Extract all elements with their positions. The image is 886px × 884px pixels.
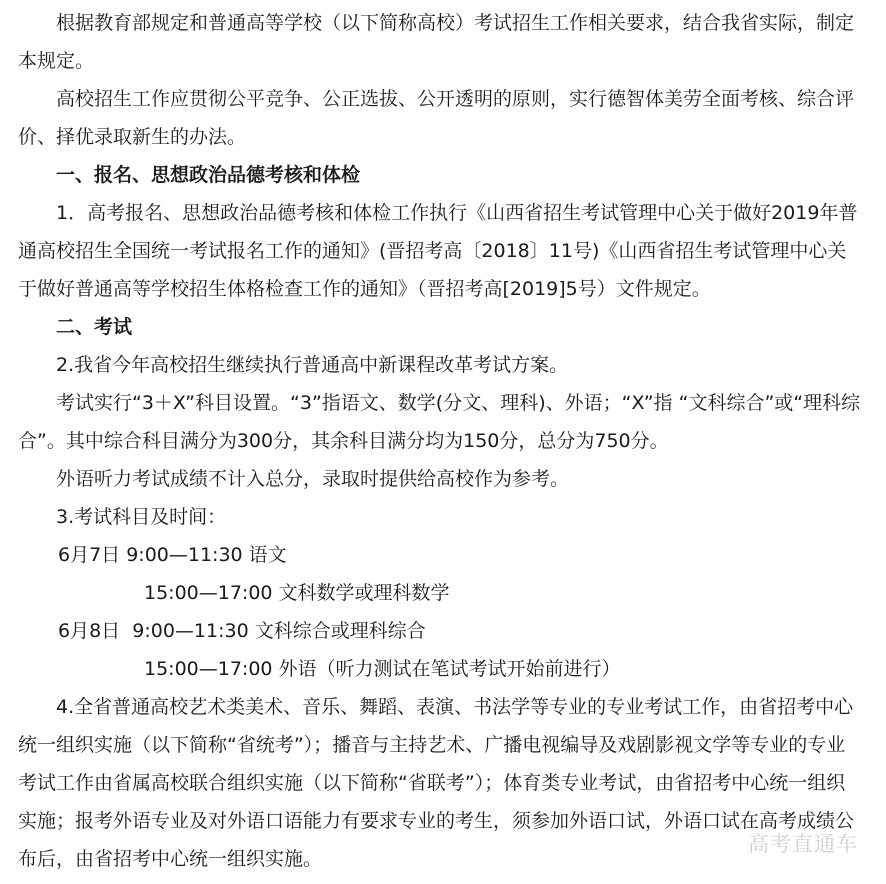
watermark: 高考直通车 [748, 832, 858, 856]
schedule-row: 6月8日 9:00—11:30 文科综合或理科综合 [58, 620, 426, 642]
listening-paragraph: 外语听力考试成绩不计入总分，录取时提供给高校作为参考。 [56, 468, 570, 490]
intro-paragraph: 根据教育部规定和普通高等学校（以下简称高校）考试招生工作相关要求，结合我省实际，制定本规定。 [18, 12, 855, 72]
exam-plan-paragraph: 2.我省今年高校招生继续执行普通高中新课程改革考试方案。 [56, 354, 569, 376]
schedule-row: 15:00—17:00 文科数学或理科数学 [144, 582, 450, 604]
section-heading-exam: 二、考试 [56, 316, 133, 338]
schedule-row: 15:00—17:00 外语（听力测试在笔试考试开始前进行） [144, 658, 621, 680]
registration-paragraph: 1．高考报名、思想政治品德考核和体检工作执行《山西省招生考试管理中心关于做好2019年普通高校招生全国统一考试报名工作的通知》(晋招考高〔2018〕11号)《山西省招生考试管理中心关于做好普通高等学校招生体格检查工作的通知》（晋招考高[2019]5号）文件规定。 [18, 202, 858, 300]
schedule-row: 6月7日 9:00—11:30 语文 [58, 544, 287, 566]
section-heading-registration: 一、报名、思想政治品德考核和体检 [56, 164, 361, 186]
document-body [18, 4, 864, 878]
subject-setting-paragraph: 考试实行“3＋X”科目设置。“3”指语文、数学(分文、理科)、外语；“X”指 “文科综合”或“理科综合”。其中综合科目满分为300分，其余科目满分均为150分，总分为750分。 [18, 392, 861, 452]
schedule-heading: 3.考试科目及时间： [56, 506, 227, 528]
principle-paragraph: 高校招生工作应贯彻公平竞争、公正选拔、公开透明的原则，实行德智体美劳全面考核、综合评价、择优录取新生的办法。 [18, 88, 855, 148]
art-exam-paragraph: 4.全省普通高校艺术类美术、音乐、舞蹈、表演、书法学等专业的专业考试工作，由省招考中心统一组织实施（以下简称“省统考”）；播音与主持艺术、广播电视编导及戏剧影视文学等专业的专业考试工作由省属高校联合组织实施（以下简称“省联考”）；体育类专业考试，由省招考中心统一组织实施；报考外语专业及对外语口语能力有要求专业的考生，须参加外语口试，外语口试在高考成绩公布后，由省招考中心统一组织实施。 [18, 696, 855, 870]
